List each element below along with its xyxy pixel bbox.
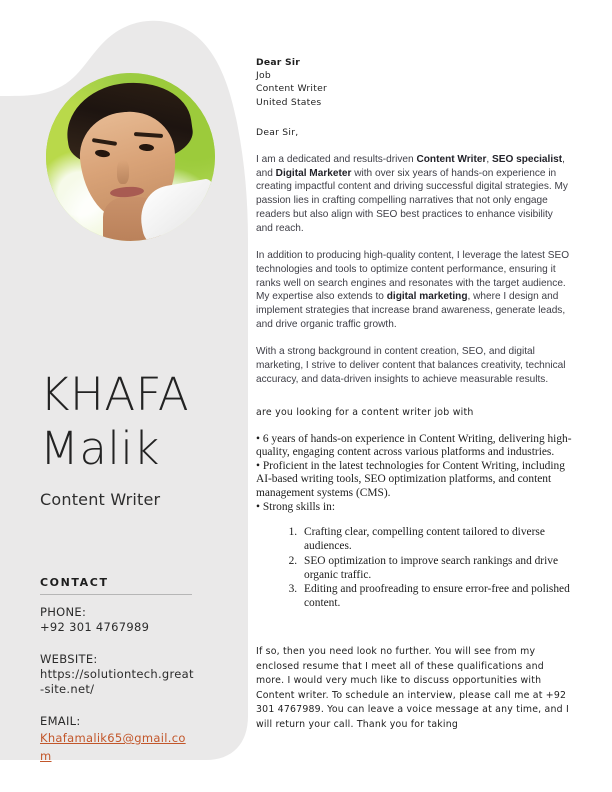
para2-bold-1: digital marketing [386, 291, 468, 303]
para1-bold-3: Digital Marketer [275, 167, 352, 179]
para1-bold-2: SEO specialist [492, 154, 563, 166]
photo-background [46, 73, 215, 241]
paragraph-2 [256, 249, 572, 331]
recipient-line-3: Content Writer [256, 83, 327, 95]
list-item: 3. Editing and proofreading to ensure error-free and polished content. [300, 583, 572, 611]
website-label: WEBSITE: [40, 652, 98, 666]
profile-photo [46, 73, 215, 241]
recipient-line-1: Dear Sir [256, 57, 301, 68]
contact-phone-group [40, 605, 195, 635]
phone-value: +92 301 4767989 [40, 620, 150, 634]
para1-text-2: , [486, 154, 492, 166]
phone-label: PHONE: [40, 605, 87, 619]
letter-body [256, 56, 572, 742]
contact-section [40, 576, 195, 782]
closing-paragraph: If so, then you need look no further. You will see from my enclosed resume that I meet all of these qualifications and more. I would very much like to discuss opportunities with Content writer. To schedule an interview, please call me at +92 301 4767989. You can leave a voice message at any time, and I will return your call. Thank you for taking [256, 645, 569, 730]
para1-text-3: , and [256, 154, 565, 179]
bullet-item-3: • Strong skills in: [256, 500, 335, 513]
para2-text-2: , where I design and implement strategies that increase brand awareness, generate leads, and drive organic traffic growth. [256, 291, 566, 330]
bullet-item-2: • Proficient in the latest technologies for Content Writing, including AI-based writing tools, SEO optimization platforms, and content management systems (CMS). [256, 459, 565, 499]
para1-bold-1: Content Writer [416, 154, 487, 166]
contact-heading: CONTACT [40, 576, 109, 589]
email-link[interactable]: Khafamalik65@gmail.com [40, 731, 186, 763]
para2-text-1: In addition to producing high-quality content, I leverage the latest SEO technologies and tools to optimize content performance, ensuring it ranks well on search engines and resonates with the target audience. My expertise also extends to [256, 250, 570, 303]
paragraph-3: With a strong background in content creation, SEO, and digital marketing, I strive to deliver content that balances creativity, technical accuracy, and data-driven insights to achieve measurable results. [256, 346, 566, 385]
para1-text-4: with over six years of hands-on experience in creating impactful content and driving successful digital strategies. My passion lies in crafting compelling narratives that not only engage readers but also align with SEO best practices to enhance visibility and reach. [256, 167, 568, 234]
recipient-line-2: Job [256, 70, 271, 82]
first-name: KHAFA [40, 368, 190, 421]
contact-email-group [40, 714, 195, 765]
numbered-skill-list [256, 526, 572, 611]
bullet-item-1: • 6 years of hands-on experience in Content Writing, delivering high-quality, engaging content across various platforms and industries. [256, 432, 572, 459]
name-block [40, 368, 240, 509]
contact-website-group [40, 652, 195, 697]
last-name: Malik [40, 422, 160, 475]
email-label: EMAIL: [40, 714, 81, 728]
website-value: https://solutiontech.great-site.net/ [40, 667, 194, 696]
recipient-line-4: United States [256, 96, 322, 108]
tagline: are you looking for a content writer job with [256, 406, 474, 418]
para1-text-1: I am a dedicated and results-driven [256, 154, 417, 166]
job-title: Content Writer [40, 490, 161, 509]
recipient-block [256, 56, 572, 109]
list-item: 2. SEO optimization to improve search rankings and drive organic traffic. [300, 555, 572, 583]
paragraph-1 [256, 153, 572, 235]
list-item: 1. Crafting clear, compelling content tailored to diverse audiences. [300, 526, 572, 554]
contact-divider [40, 594, 192, 595]
photo-nose [117, 160, 129, 184]
salutation: Dear Sir, [256, 126, 299, 138]
